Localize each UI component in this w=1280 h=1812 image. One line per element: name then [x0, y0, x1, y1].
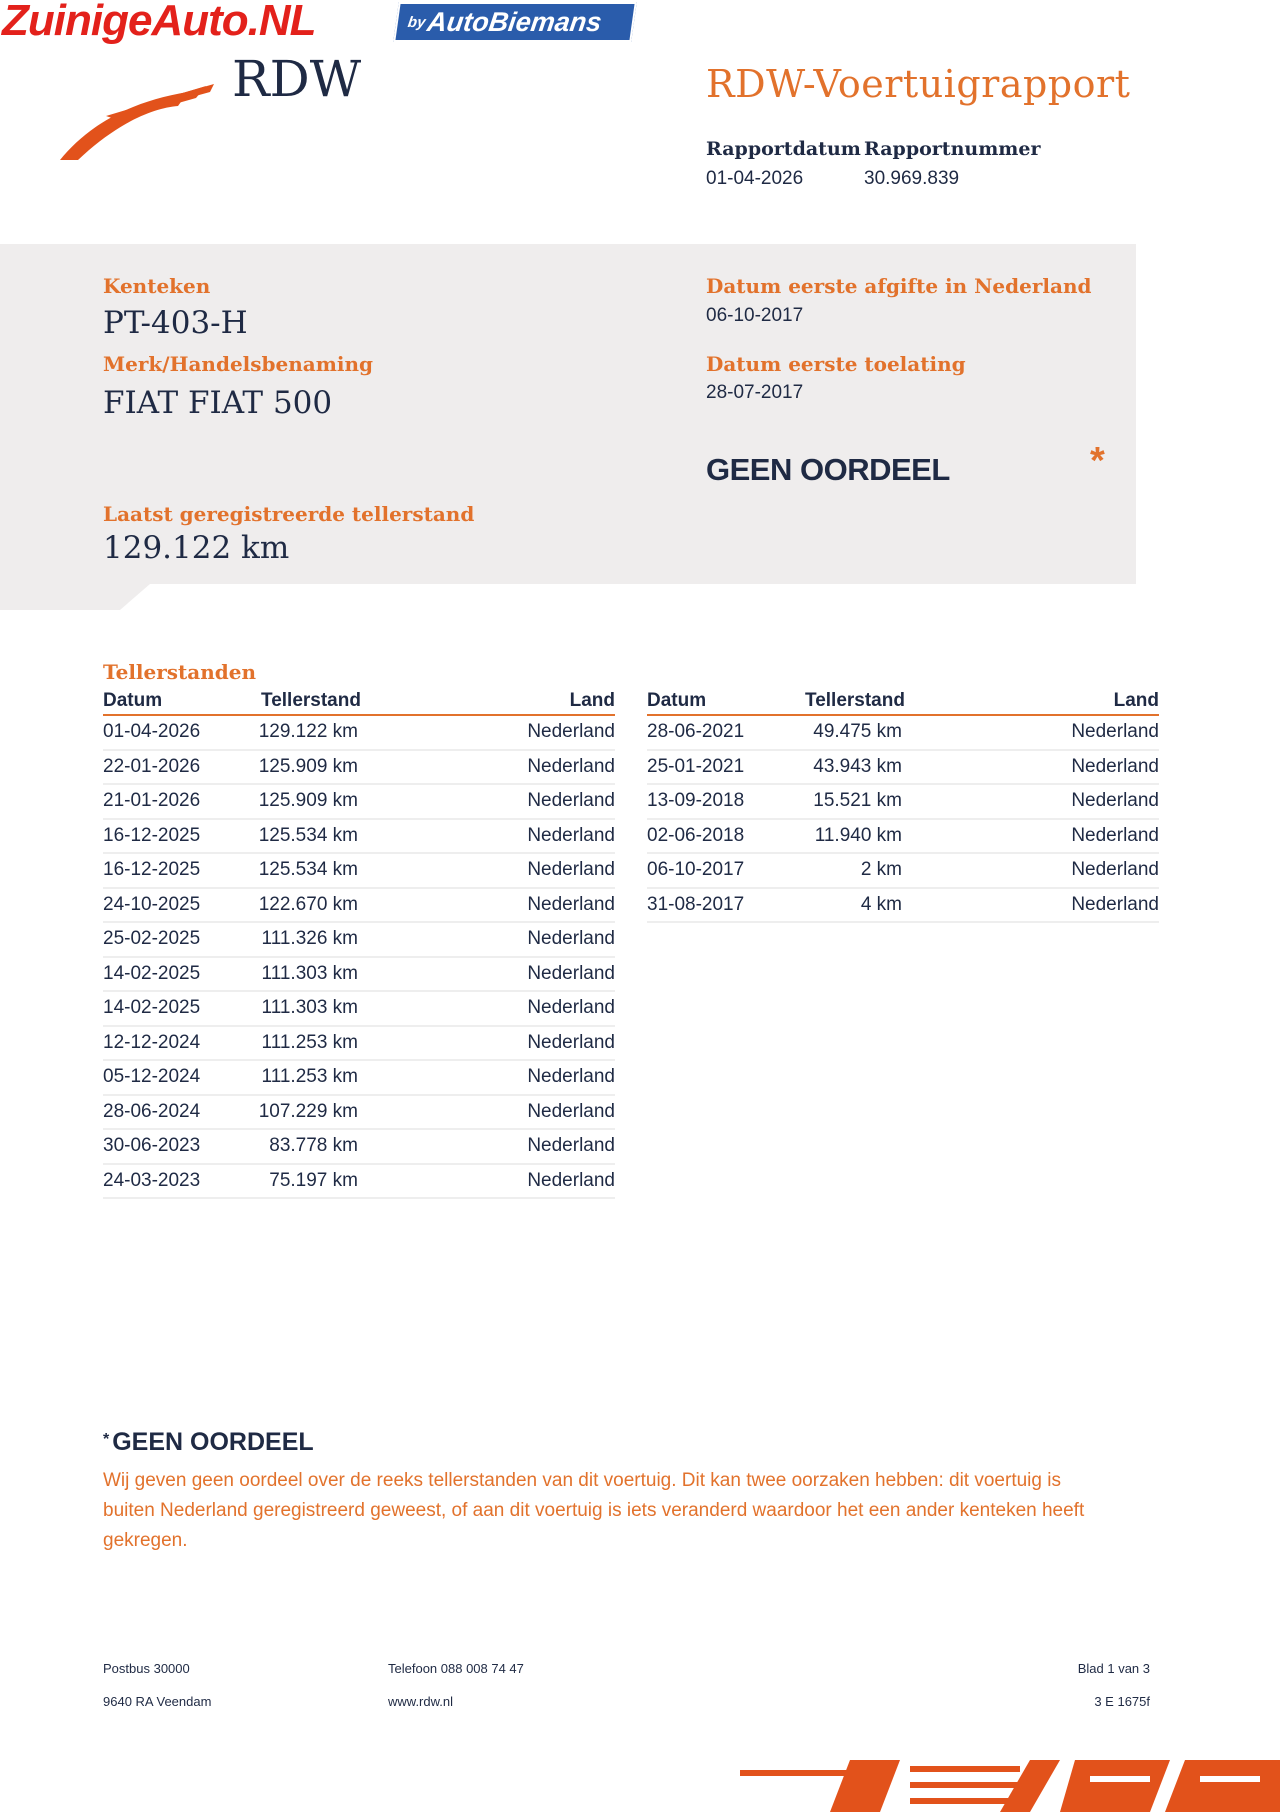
row-country: Nederland — [1071, 859, 1159, 881]
rdw-logo-text: RDW — [232, 50, 362, 108]
row-date: 31-08-2017 — [647, 893, 745, 915]
watermark-badge — [393, 2, 637, 42]
report-number-label: Rapportnummer — [864, 138, 1041, 160]
table-row — [647, 854, 1159, 889]
row-date: 24-03-2023 — [103, 1169, 201, 1191]
table-row — [647, 820, 1159, 855]
report-date: 01-04-2026 — [706, 168, 804, 189]
footer-website[interactable]: www.rdw.nl — [388, 1694, 454, 1709]
row-reading: 11.940 km — [814, 824, 902, 846]
row-reading: 111.303 km — [261, 962, 358, 984]
row-date: 06-10-2017 — [647, 859, 745, 881]
row-country: Nederland — [1071, 893, 1159, 915]
row-date: 13-09-2018 — [647, 790, 745, 812]
row-date: 16-12-2025 — [103, 824, 201, 846]
row-country: Nederland — [527, 1100, 615, 1122]
row-country: Nederland — [1071, 824, 1159, 846]
table-row — [103, 854, 615, 889]
table-row — [103, 820, 615, 855]
report-date-label: Rapportdatum — [706, 138, 861, 160]
row-country: Nederland — [527, 721, 615, 743]
report-number: 30.969.839 — [864, 168, 960, 189]
table-row — [647, 751, 1159, 786]
table-row — [103, 958, 615, 993]
row-country: Nederland — [1071, 790, 1159, 812]
table-row — [103, 1096, 615, 1131]
row-date: 28-06-2024 — [103, 1100, 201, 1122]
row-reading: 129.122 km — [258, 721, 358, 743]
brand-label: Merk/Handelsbenaming — [103, 352, 374, 376]
table-header — [647, 688, 1159, 716]
table-row — [103, 1061, 615, 1096]
footer-phone: Telefoon 088 008 74 47 — [388, 1661, 524, 1676]
row-date: 12-12-2024 — [103, 1031, 201, 1053]
table-row — [103, 992, 615, 1027]
row-country: Nederland — [527, 790, 615, 812]
row-country: Nederland — [527, 1031, 615, 1053]
verdict-asterisk: * — [1090, 440, 1105, 482]
row-country: Nederland — [1071, 721, 1159, 743]
plate-label: Kenteken — [103, 274, 211, 298]
odometer-table-title: Tellerstanden — [103, 660, 257, 684]
row-reading: 4 km — [860, 893, 902, 915]
row-country: Nederland — [527, 893, 615, 915]
header-reading: Tellerstand — [261, 690, 361, 711]
verdict: GEEN OORDEEL — [706, 452, 950, 487]
table-row — [647, 889, 1159, 924]
row-reading: 83.778 km — [269, 1135, 358, 1157]
row-reading: 111.253 km — [261, 1031, 358, 1053]
footer-code: 3 E 1675f — [1094, 1694, 1150, 1709]
row-date: 28-06-2021 — [647, 721, 745, 743]
row-date: 14-02-2025 — [103, 997, 201, 1019]
watermark-site-name: ZuinigeAuto.NL — [2, 0, 316, 45]
row-reading: 125.534 km — [258, 859, 358, 881]
header-country: Land — [1113, 690, 1159, 711]
row-date: 22-01-2026 — [103, 755, 201, 777]
first-issue-value: 06-10-2017 — [706, 305, 804, 326]
table-row — [103, 716, 615, 751]
note-title — [103, 1428, 314, 1457]
rdw-stripes-graphic — [730, 1760, 1280, 1812]
table-row — [103, 1130, 615, 1165]
plate-value: PT-403-H — [103, 305, 248, 341]
odometer-label: Laatst geregistreerde tellerstand — [103, 502, 475, 526]
footer-postbus: Postbus 30000 — [103, 1661, 190, 1676]
row-reading: 111.303 km — [261, 997, 358, 1019]
brand-value: FIAT FIAT 500 — [103, 385, 333, 421]
vehicle-info-panel-tab — [0, 584, 150, 610]
table-row — [103, 889, 615, 924]
table-row — [103, 751, 615, 786]
row-date: 14-02-2025 — [103, 962, 201, 984]
row-reading: 15.521 km — [813, 790, 902, 812]
table-row — [103, 1165, 615, 1200]
header-country: Land — [569, 690, 615, 711]
row-reading: 125.909 km — [258, 790, 358, 812]
watermark-badge-name: AutoBiemans — [425, 6, 604, 37]
table-row — [647, 785, 1159, 820]
row-reading: 2 km — [860, 859, 902, 881]
row-date: 16-12-2025 — [103, 859, 201, 881]
odometer-table-left — [103, 688, 615, 1199]
row-date: 24-10-2025 — [103, 893, 201, 915]
row-date: 30-06-2023 — [103, 1135, 201, 1157]
note-text: Wij geven geen oordeel over de reeks tellerstanden van dit voertuig. Dit kan twee oorzaken hebben: dit voertuig is buiten Nederland geregistreerd geweest, of aan dit voertuig is iets veranderd waardoor het een ander kenteken heeft gekregen. — [103, 1470, 1085, 1551]
row-country: Nederland — [527, 962, 615, 984]
table-row — [103, 1027, 615, 1062]
first-admission-value: 28-07-2017 — [706, 382, 804, 403]
header-reading: Tellerstand — [805, 690, 905, 711]
footer-page-number: Blad 1 van 3 — [1077, 1661, 1150, 1676]
row-date: 25-02-2025 — [103, 928, 201, 950]
footer-city: 9640 RA Veendam — [103, 1694, 212, 1709]
row-reading: 49.475 km — [813, 721, 902, 743]
row-country: Nederland — [527, 755, 615, 777]
row-country: Nederland — [527, 1135, 615, 1157]
row-country: Nederland — [527, 1169, 615, 1191]
first-issue-label: Datum eerste afgifte in Nederland — [706, 274, 1092, 298]
table-row — [103, 785, 615, 820]
odometer-table-right — [647, 688, 1159, 923]
row-country: Nederland — [527, 859, 615, 881]
row-reading: 125.534 km — [258, 824, 358, 846]
note-title-text: GEEN OORDEEL — [112, 1428, 314, 1456]
row-reading: 111.253 km — [261, 1066, 358, 1088]
row-country: Nederland — [527, 824, 615, 846]
row-reading: 111.326 km — [261, 928, 358, 950]
note-asterisk: * — [103, 1431, 110, 1448]
row-reading: 43.943 km — [813, 755, 902, 777]
row-date: 01-04-2026 — [103, 721, 201, 743]
watermark-badge-by: by — [406, 13, 427, 31]
rdw-logo-icon — [56, 80, 216, 162]
report-title: RDW-Voertuigrapport — [706, 62, 1131, 106]
odometer-value: 129.122 km — [103, 530, 290, 566]
row-country: Nederland — [527, 928, 615, 950]
row-date: 02-06-2018 — [647, 824, 745, 846]
row-reading: 125.909 km — [258, 755, 358, 777]
row-reading: 75.197 km — [269, 1169, 358, 1191]
row-reading: 122.670 km — [258, 893, 358, 915]
row-country: Nederland — [527, 1066, 615, 1088]
header-date: Datum — [647, 690, 707, 711]
header-date: Datum — [103, 690, 163, 711]
row-country: Nederland — [527, 997, 615, 1019]
table-row — [647, 716, 1159, 751]
row-reading: 107.229 km — [258, 1100, 358, 1122]
first-admission-label: Datum eerste toelating — [706, 352, 966, 376]
table-header — [103, 688, 615, 716]
row-country: Nederland — [1071, 755, 1159, 777]
table-row — [103, 923, 615, 958]
row-date: 21-01-2026 — [103, 790, 201, 812]
row-date: 05-12-2024 — [103, 1066, 201, 1088]
row-date: 25-01-2021 — [647, 755, 745, 777]
